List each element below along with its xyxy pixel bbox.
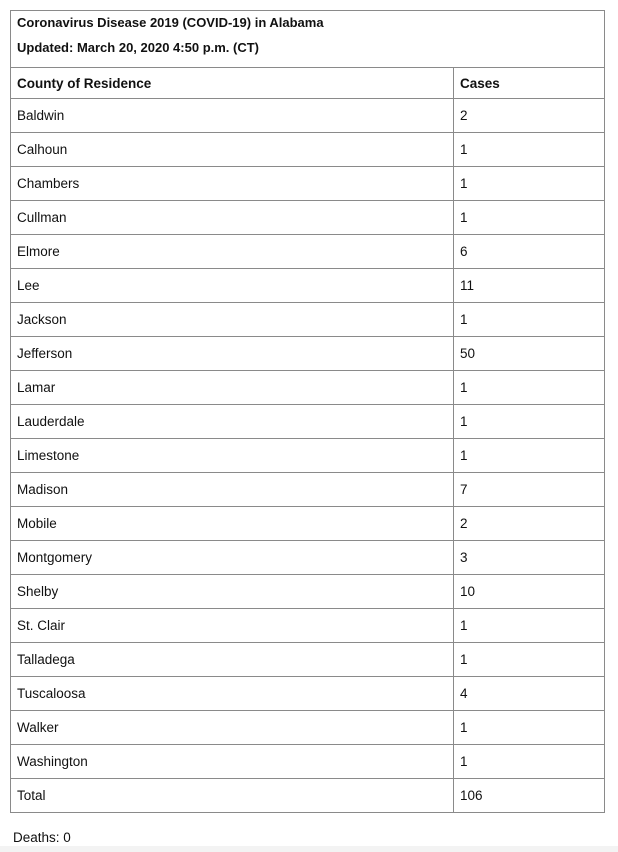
table-row (11, 541, 605, 575)
table-row (11, 745, 605, 779)
county-cell: Baldwin (11, 99, 454, 133)
cases-cell: 1 (454, 167, 605, 201)
cases-cell: 10 (454, 575, 605, 609)
cases-cell: 1 (454, 711, 605, 745)
title-cell (11, 11, 605, 68)
total-cases: 106 (454, 779, 605, 813)
county-cell: Cullman (11, 201, 454, 235)
table-row (11, 133, 605, 167)
table-row (11, 235, 605, 269)
county-cell: Shelby (11, 575, 454, 609)
county-cell: Walker (11, 711, 454, 745)
report-title: Coronavirus Disease 2019 (COVID-19) in Alabama (17, 15, 324, 30)
table-row (11, 167, 605, 201)
cases-cell: 1 (454, 643, 605, 677)
table-row (11, 643, 605, 677)
county-cell: Lamar (11, 371, 454, 405)
title-row (11, 11, 605, 68)
cases-cell: 2 (454, 99, 605, 133)
table-row (11, 201, 605, 235)
bottom-edge (0, 846, 618, 852)
cases-cell: 1 (454, 405, 605, 439)
county-cell: Tuscaloosa (11, 677, 454, 711)
table-row (11, 337, 605, 371)
county-cell: Washington (11, 745, 454, 779)
cases-cell: 1 (454, 303, 605, 337)
county-header: County of Residence (11, 68, 454, 99)
cases-cell: 11 (454, 269, 605, 303)
county-cell: Limestone (11, 439, 454, 473)
header-row (11, 68, 605, 99)
cases-cell: 1 (454, 745, 605, 779)
table-row (11, 405, 605, 439)
total-row (11, 779, 605, 813)
county-cell: Lauderdale (11, 405, 454, 439)
county-cell: St. Clair (11, 609, 454, 643)
case-report (10, 10, 604, 813)
cases-cell: 3 (454, 541, 605, 575)
cases-cell: 1 (454, 201, 605, 235)
table-row (11, 609, 605, 643)
cases-cell: 4 (454, 677, 605, 711)
cases-cell: 1 (454, 609, 605, 643)
table-row (11, 99, 605, 133)
table-row (11, 575, 605, 609)
table-row (11, 371, 605, 405)
county-cell: Calhoun (11, 133, 454, 167)
table-row (11, 269, 605, 303)
total-label: Total (11, 779, 454, 813)
table-row (11, 439, 605, 473)
report-updated: Updated: March 20, 2020 4:50 p.m. (CT) (17, 40, 260, 55)
county-cell: Mobile (11, 507, 454, 541)
table-row (11, 473, 605, 507)
county-cell: Jackson (11, 303, 454, 337)
cases-cell: 2 (454, 507, 605, 541)
county-cell: Madison (11, 473, 454, 507)
deaths-count: Deaths: 0 (13, 830, 71, 845)
table-row (11, 507, 605, 541)
cases-cell: 7 (454, 473, 605, 507)
county-cell: Montgomery (11, 541, 454, 575)
cases-cell: 1 (454, 133, 605, 167)
county-cell: Talladega (11, 643, 454, 677)
table-row (11, 677, 605, 711)
county-cell: Jefferson (11, 337, 454, 371)
cases-cell: 50 (454, 337, 605, 371)
county-cell: Chambers (11, 167, 454, 201)
cases-cell: 1 (454, 371, 605, 405)
cases-cell: 1 (454, 439, 605, 473)
table-row (11, 711, 605, 745)
table-row (11, 303, 605, 337)
cases-table (10, 10, 605, 813)
cases-cell: 6 (454, 235, 605, 269)
cases-header: Cases (454, 68, 605, 99)
county-cell: Elmore (11, 235, 454, 269)
county-cell: Lee (11, 269, 454, 303)
